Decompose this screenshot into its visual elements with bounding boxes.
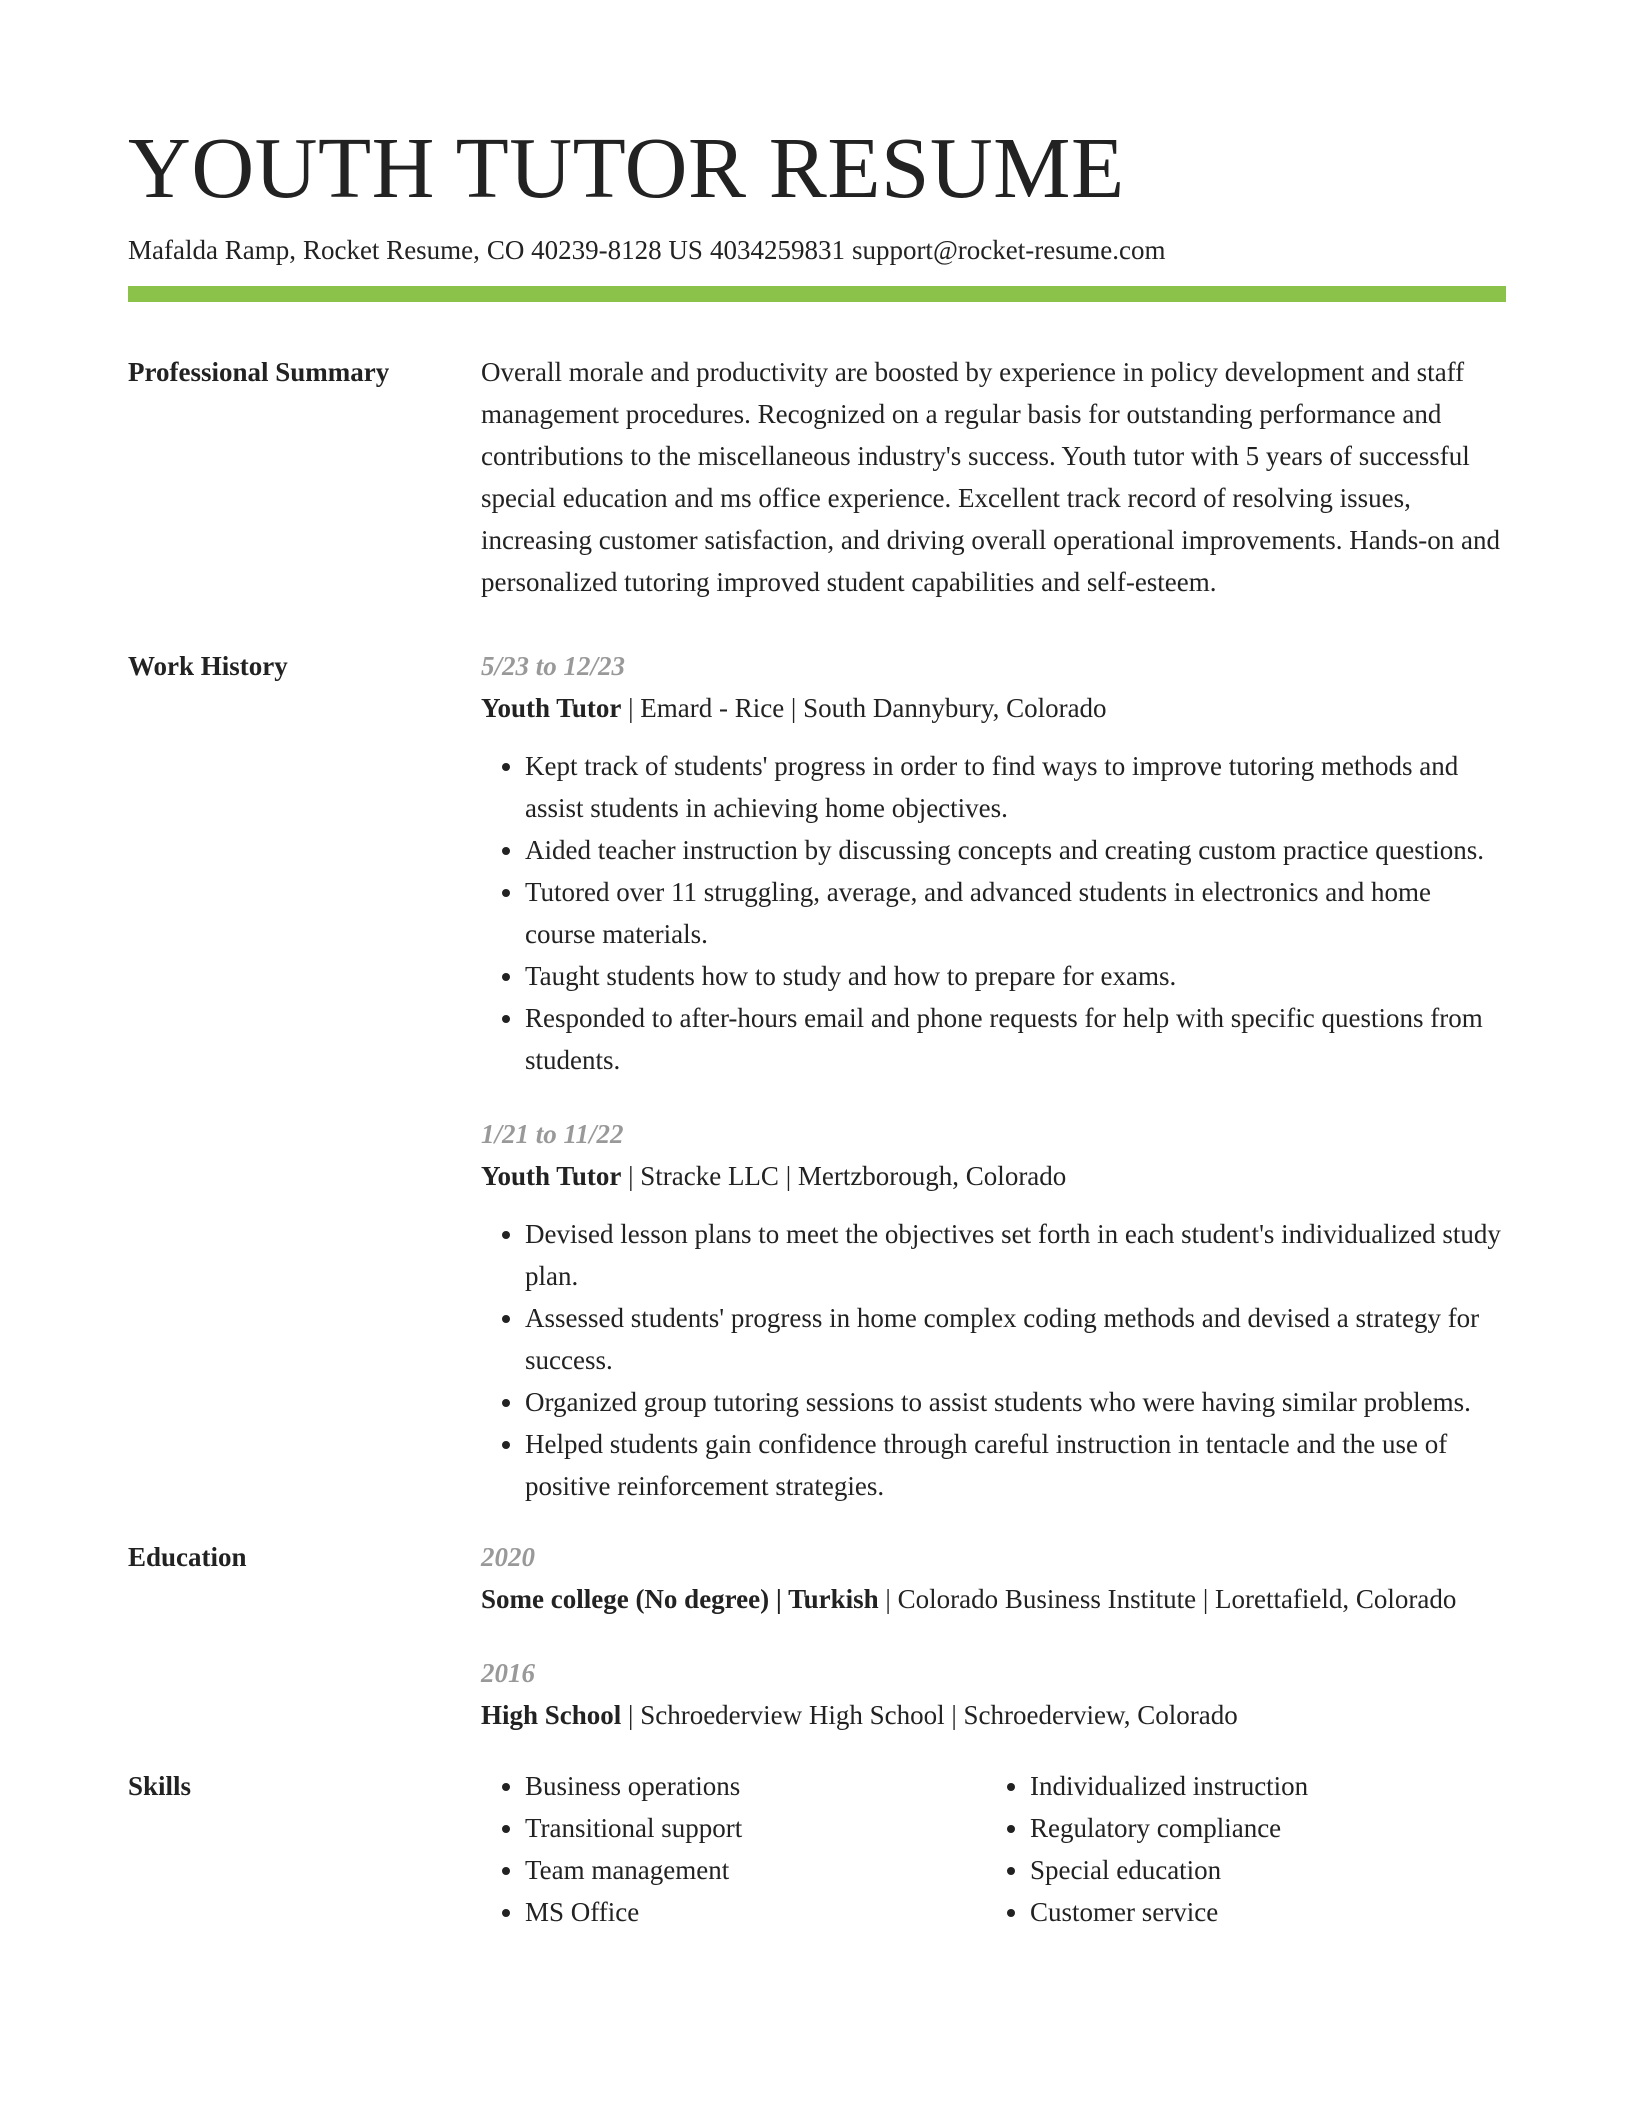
- job-bullet: • Assessed students' progress in home complex coding methods and devised a strategy for success.: [525, 1297, 1506, 1381]
- job-bullet: • Taught students how to study and how to prepare for exams.: [525, 955, 1506, 997]
- education-details: | Colorado Business Institute | Lorettafield, Colorado: [878, 1584, 1457, 1614]
- job-heading: [481, 1155, 1506, 1197]
- job-title: Youth Tutor: [481, 693, 622, 723]
- skill-item: • Regulatory compliance: [1030, 1807, 1491, 1849]
- job-dates: 5/23 to 12/23: [481, 651, 626, 681]
- job-bullet: • Tutored over 11 struggling, average, and advanced students in electronics and home course materials.: [525, 871, 1506, 955]
- skill-item: • MS Office: [525, 1891, 986, 1933]
- job-bullets: [481, 1213, 1506, 1507]
- education-section: [128, 1536, 1506, 1736]
- job-details: | Stracke LLC | Mertzborough, Colorado: [621, 1161, 1067, 1191]
- skills-columns: [481, 1765, 1506, 1933]
- education-heading-line: [481, 1694, 1506, 1736]
- skills-body: [481, 1765, 1506, 1933]
- summary-text: Overall morale and productivity are boosted by experience in policy development and staff management procedures. Recognized on a regular basis for outstanding performance and contributions to the miscellaneous industry's success. Youth tutor with 5 years of successful special education and ms office experience. Excellent track record of resolving issues, increasing customer satisfaction, and driving overall operational improvements. Hands-on and personalized tutoring improved student capabilities and self-esteem.: [481, 357, 1500, 597]
- contact-location: CO 40239-8128 US: [486, 235, 703, 265]
- education-body: [481, 1536, 1506, 1736]
- education-entry: [481, 1652, 1506, 1736]
- skill-item: • Team management: [525, 1849, 986, 1891]
- work-history-body: [481, 645, 1506, 1507]
- education-year: 2016: [481, 1658, 535, 1688]
- job-details: | Emard - Rice | South Dannybury, Colorado: [621, 693, 1107, 723]
- job-heading: [481, 687, 1506, 729]
- job-dates: 1/21 to 11/22: [481, 1119, 624, 1149]
- header-divider: [128, 286, 1506, 302]
- skills-heading: Skills: [128, 1771, 192, 1801]
- education-heading: Education: [128, 1542, 247, 1572]
- skill-item: • Business operations: [525, 1765, 986, 1807]
- job-bullet: • Organized group tutoring sessions to assist students who were having similar problems.: [525, 1381, 1506, 1423]
- job-bullet: • Responded to after-hours email and phone requests for help with specific questions from students.: [525, 997, 1506, 1081]
- job-bullet: • Helped students gain confidence through careful instruction in tentacle and the use of positive reinforcement strategies.: [525, 1423, 1506, 1507]
- skill-item: • Special education: [1030, 1849, 1491, 1891]
- contact-email: support@rocket-resume.com: [851, 235, 1166, 265]
- skill-item: • Customer service: [1030, 1891, 1491, 1933]
- job-entry: [481, 1113, 1506, 1507]
- education-entry: [481, 1536, 1506, 1620]
- work-history-section: [128, 645, 1506, 1507]
- skill-item: • Transitional support: [525, 1807, 986, 1849]
- summary-body: [481, 351, 1506, 603]
- education-details: | Schroederview High School | Schroederview, Colorado: [621, 1700, 1238, 1730]
- summary-section: [128, 351, 1506, 603]
- job-bullet: • Devised lesson plans to meet the objectives set forth in each student's individualized study plan.: [525, 1213, 1506, 1297]
- skills-section: [128, 1765, 1506, 1933]
- summary-heading: Professional Summary: [128, 357, 390, 387]
- job-bullet: • Kept track of students' progress in order to find ways to improve tutoring methods and assist students in achieving home objectives.: [525, 745, 1506, 829]
- skills-list-left: [481, 1765, 986, 1933]
- skills-list-right: [986, 1765, 1491, 1933]
- skill-item: • Individualized instruction: [1030, 1765, 1491, 1807]
- job-bullets: [481, 745, 1506, 1081]
- job-entry: [481, 645, 1506, 1081]
- contact-company: Rocket Resume,: [302, 235, 480, 265]
- resume-title: YOUTH TUTOR RESUME: [128, 119, 1125, 216]
- contact-phone: 4034259831: [709, 235, 845, 265]
- contact-line: [128, 232, 1165, 268]
- contact-name: Mafalda Ramp,: [128, 235, 296, 265]
- education-degree: Some college (No degree) | Turkish: [481, 1584, 879, 1614]
- education-heading-line: [481, 1578, 1506, 1620]
- work-history-heading: Work History: [128, 651, 288, 681]
- job-bullet: • Aided teacher instruction by discussing concepts and creating custom practice questions.: [525, 829, 1506, 871]
- education-year: 2020: [481, 1542, 535, 1572]
- education-degree: High School: [481, 1700, 622, 1730]
- job-title: Youth Tutor: [481, 1161, 622, 1191]
- resume-sections: [128, 351, 1506, 1933]
